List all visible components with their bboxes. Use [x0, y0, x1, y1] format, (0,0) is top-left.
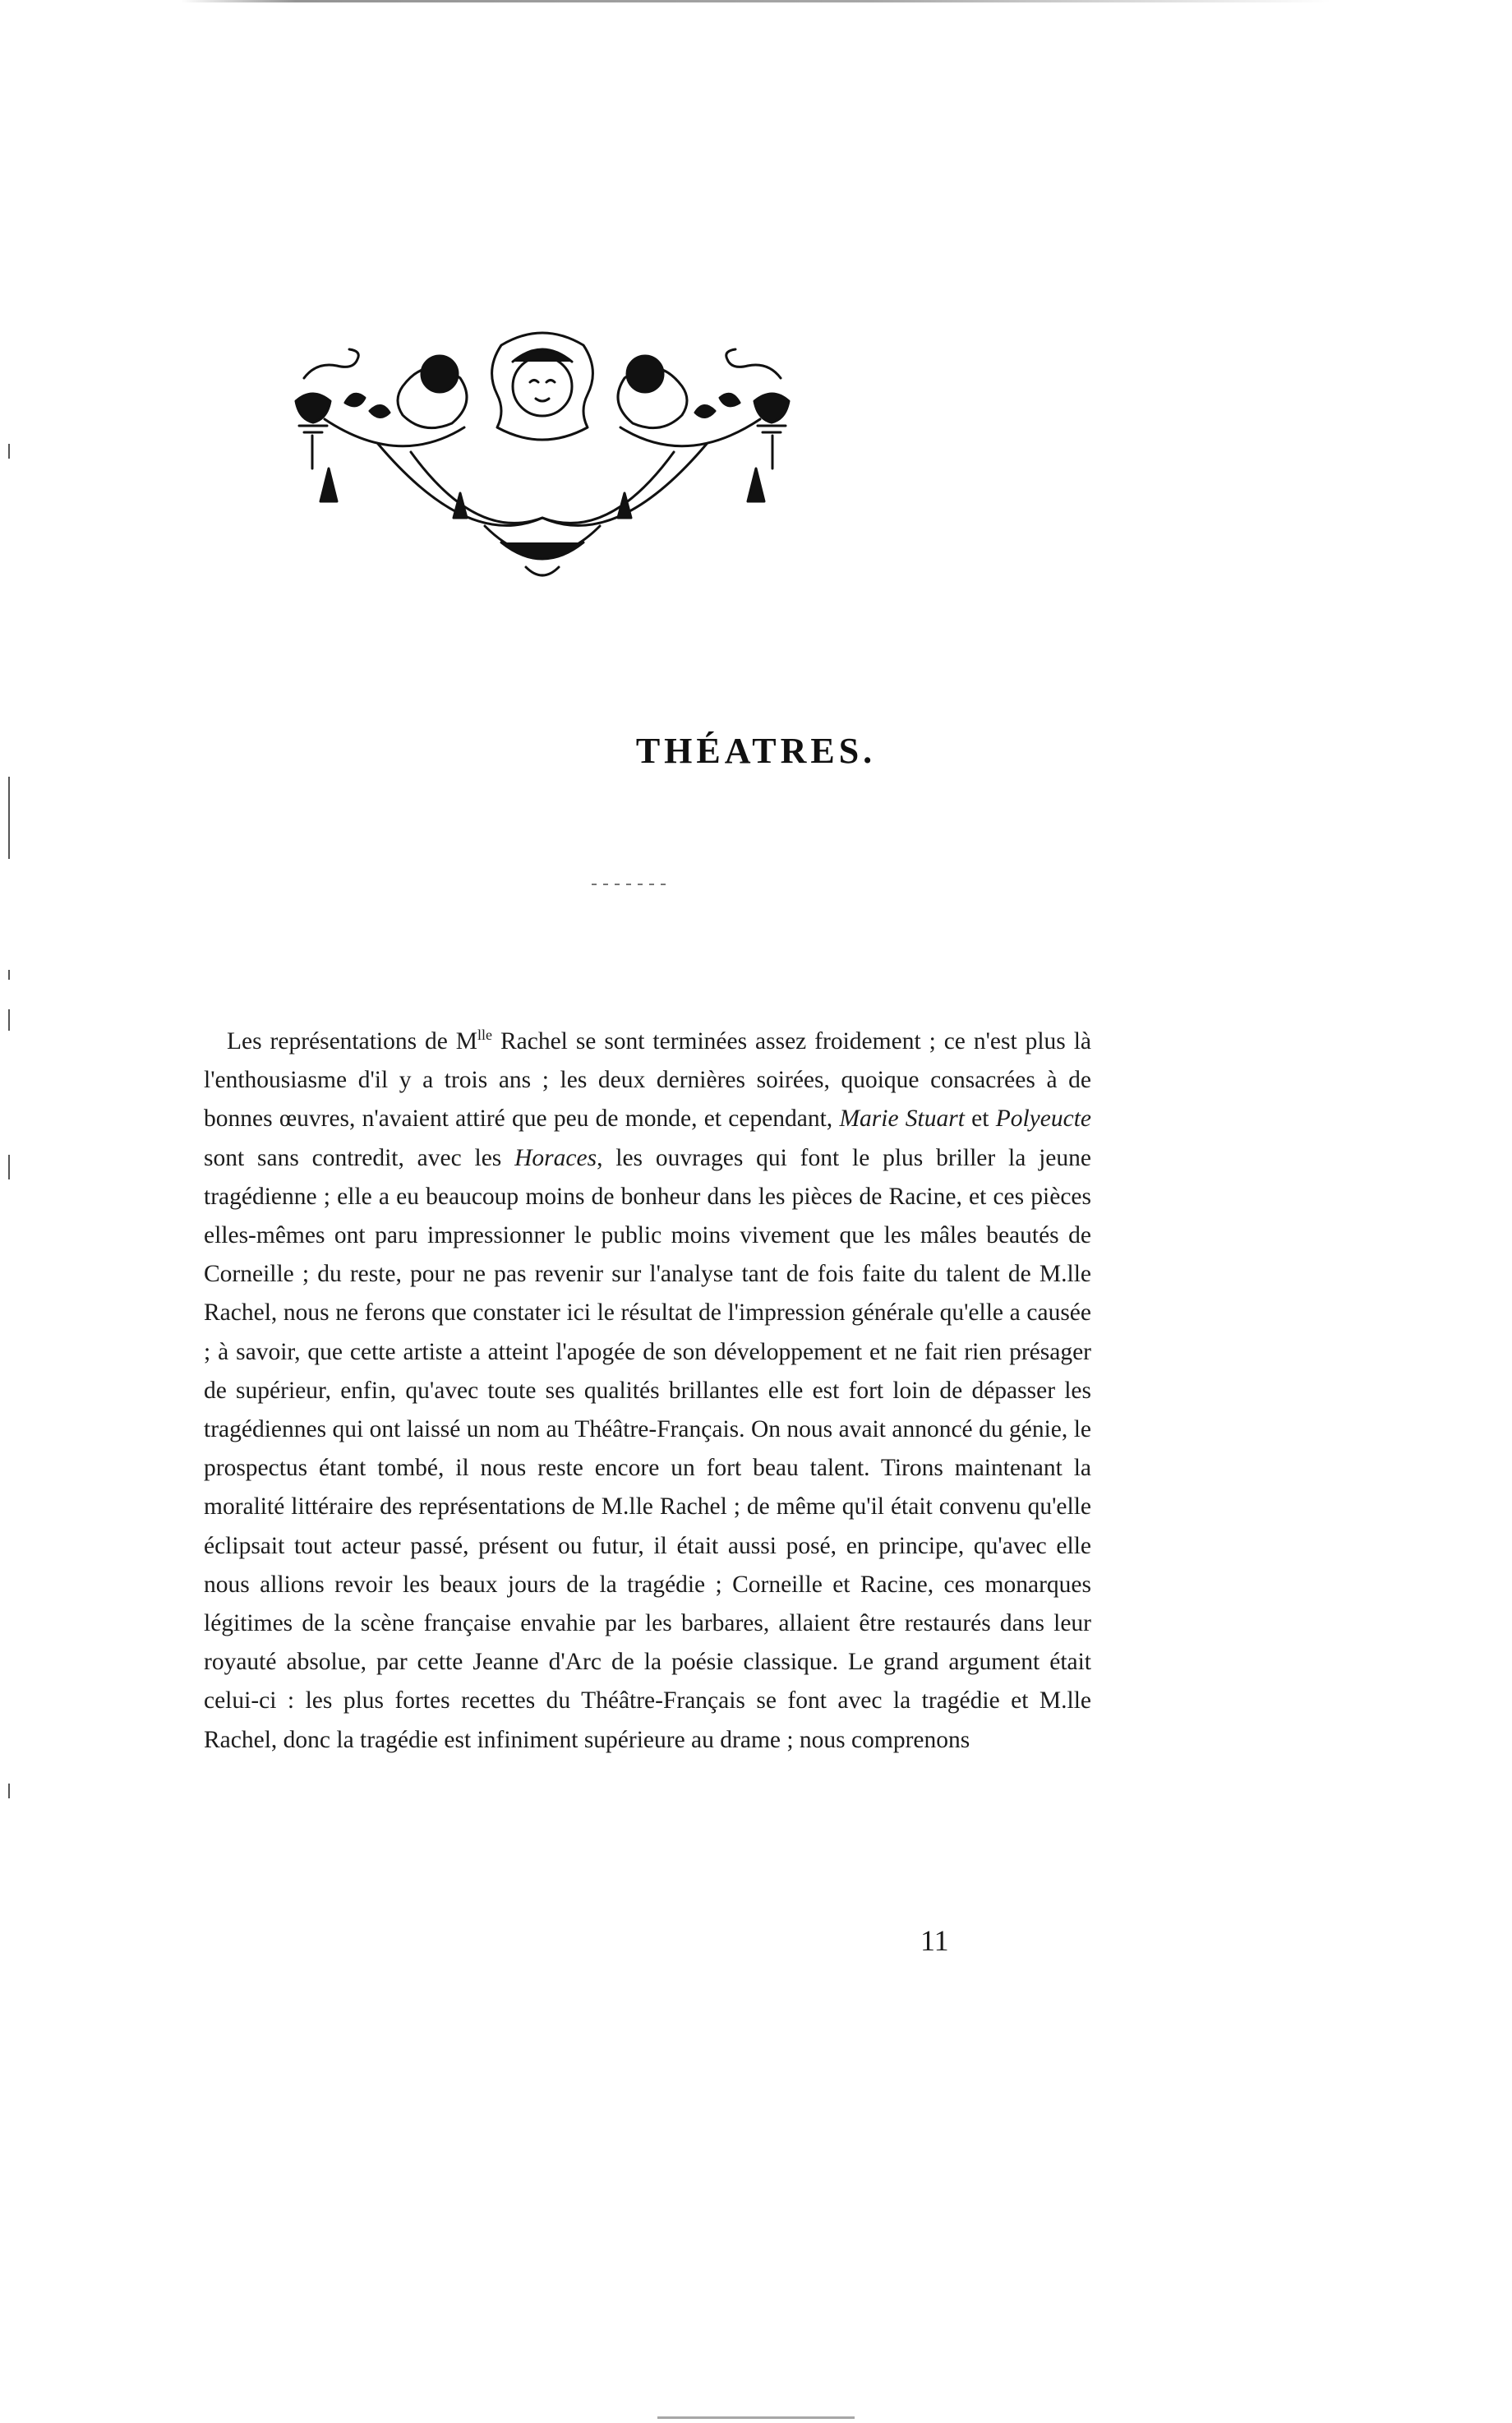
article-text: sont sans contredit, avec les: [204, 1144, 515, 1171]
ornament-icon: [279, 329, 805, 600]
page-number: 11: [920, 1924, 949, 1957]
honorific-superscript: lle: [477, 1027, 493, 1044]
scan-edge-bottom: [657, 2416, 855, 2419]
article-text: Les représentations de M: [227, 1028, 478, 1055]
play-title: Polyeucte: [995, 1105, 1091, 1133]
title-divider: [592, 884, 666, 885]
article-text: et: [964, 1105, 996, 1133]
margin-mark: [8, 1155, 10, 1179]
play-title: Horaces: [514, 1144, 597, 1171]
article-text: Rachel se sont terminées assez froidement ; ce n'est plus là l'enthousiasme d'il y a trois ans ; les deux dernières soirées, quoique consacrées à de bonnes œuvres, n'avaient attiré que peu de monde, et cependant,: [204, 1028, 1091, 1133]
margin-mark: [8, 1009, 10, 1031]
margin-mark: [8, 444, 10, 459]
margin-mark: [8, 970, 10, 980]
margin-mark: [8, 777, 10, 859]
article-body: [204, 1022, 1091, 1760]
play-title: Marie Stuart: [839, 1105, 965, 1133]
page-title: THÉATRES.: [635, 731, 877, 771]
margin-mark: [8, 1784, 10, 1798]
article-text: , les ouvrages qui font le plus briller la jeune tragédienne ; elle a eu beaucoup moins de bonheur dans les pièces de Racine, et ces pièces elles-mêmes ont paru impressionner le public moins vivement que les mâles beautés de Corneille ; du reste, pour ne pas revenir sur l'analyse tant de fois faite du talent de M.lle Rachel, nous ne ferons que constater ici le résultat de l'impression générale qu'elle a causée ; à savoir, que cette artiste a atteint l'apogée de son développement et ne fait rien présager de supérieur, enfin, qu'avec toute ses qualités brillantes elle est fort loin de dépasser les tragédiennes qui ont laissé un nom au Théâtre-Français. On nous avait annoncé du génie, le prospectus étant tombé, il nous reste encore un fort beau talent. Tirons maintenant la moralité littéraire des représentations de M.lle Rachel ; de même qu'il était convenu qu'elle éclipsait tout acteur passé, présent ou futur, il était aussi posé, en principe, qu'avec elle nous allions revoir les beaux jours de la tragédie ; Corneille et Racine, ces monarques légitimes de la scène française envahie par les barbares, allaient être restaurés dans leur royauté absolue, par cette Jeanne d'Arc de la poésie classique. Le grand argument était celui-ci : les plus fortes recettes du Théâtre-Français se font avec la tragédie et M.lle Rachel, donc la tragédie est infiniment supérieure au drame ; nous comprenons: [204, 1144, 1091, 1753]
decorative-headpiece: [279, 329, 805, 600]
scan-edge-top: [181, 0, 1331, 2]
